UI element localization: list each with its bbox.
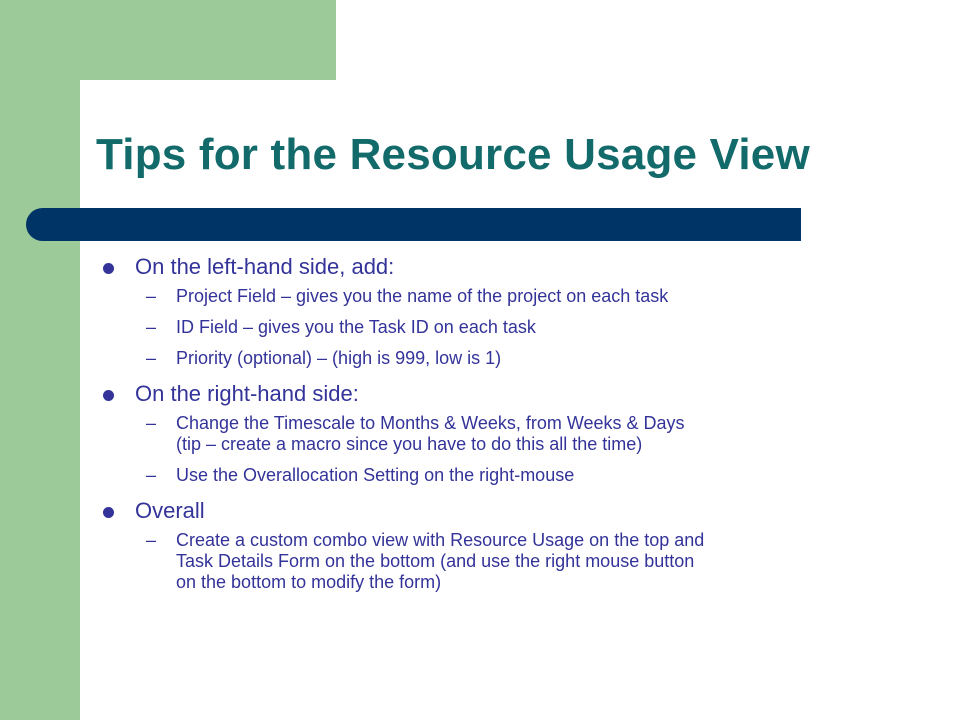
bullet-dot-icon (103, 507, 114, 518)
title-underline-bar (26, 208, 801, 241)
sub-bullet-text: Use the Overallocation Setting on the right-mouse (176, 465, 575, 485)
sub-bullet-text: Project Field – gives you the name of the project on each task (176, 286, 669, 306)
top-accent-block (80, 0, 336, 80)
sub-bullet-text: Change the Timescale to Months & Weeks, from Weeks & Days (tip – create a macro since you have to do this all the time) (176, 413, 685, 454)
left-accent-bar (0, 0, 80, 720)
bullet-text: On the left-hand side, add: (135, 254, 395, 279)
bullet-text: On the right-hand side: (135, 381, 359, 406)
sub-bullet-item (103, 465, 863, 486)
sub-bullet-item (103, 530, 863, 593)
dash-marker: – (146, 530, 157, 550)
bullet-dot-icon (103, 263, 114, 274)
sub-bullet-item (103, 317, 863, 338)
bullet-item (103, 496, 863, 526)
sub-bullet-text: ID Field – gives you the Task ID on each task (176, 317, 536, 337)
sub-bullet-item (103, 348, 863, 369)
bullet-content (103, 252, 863, 603)
dash-marker: – (146, 413, 157, 433)
dash-marker: – (146, 317, 157, 337)
bullet-item (103, 379, 863, 409)
sub-bullet-item (103, 286, 863, 307)
sub-bullet-item (103, 413, 863, 455)
dash-marker: – (146, 348, 157, 368)
slide-title: Tips for the Resource Usage View (96, 130, 810, 179)
bullet-dot-icon (103, 390, 114, 401)
sub-bullet-text: Priority (optional) – (high is 999, low is 1) (176, 348, 502, 368)
dash-marker: – (146, 286, 157, 306)
sub-bullet-text: Create a custom combo view with Resource Usage on the top and Task Details Form on the bottom (and use the right mouse button on the bottom to modify the form) (176, 530, 705, 592)
bullet-item (103, 252, 863, 282)
bullet-text: Overall (135, 498, 205, 523)
dash-marker: – (146, 465, 157, 485)
